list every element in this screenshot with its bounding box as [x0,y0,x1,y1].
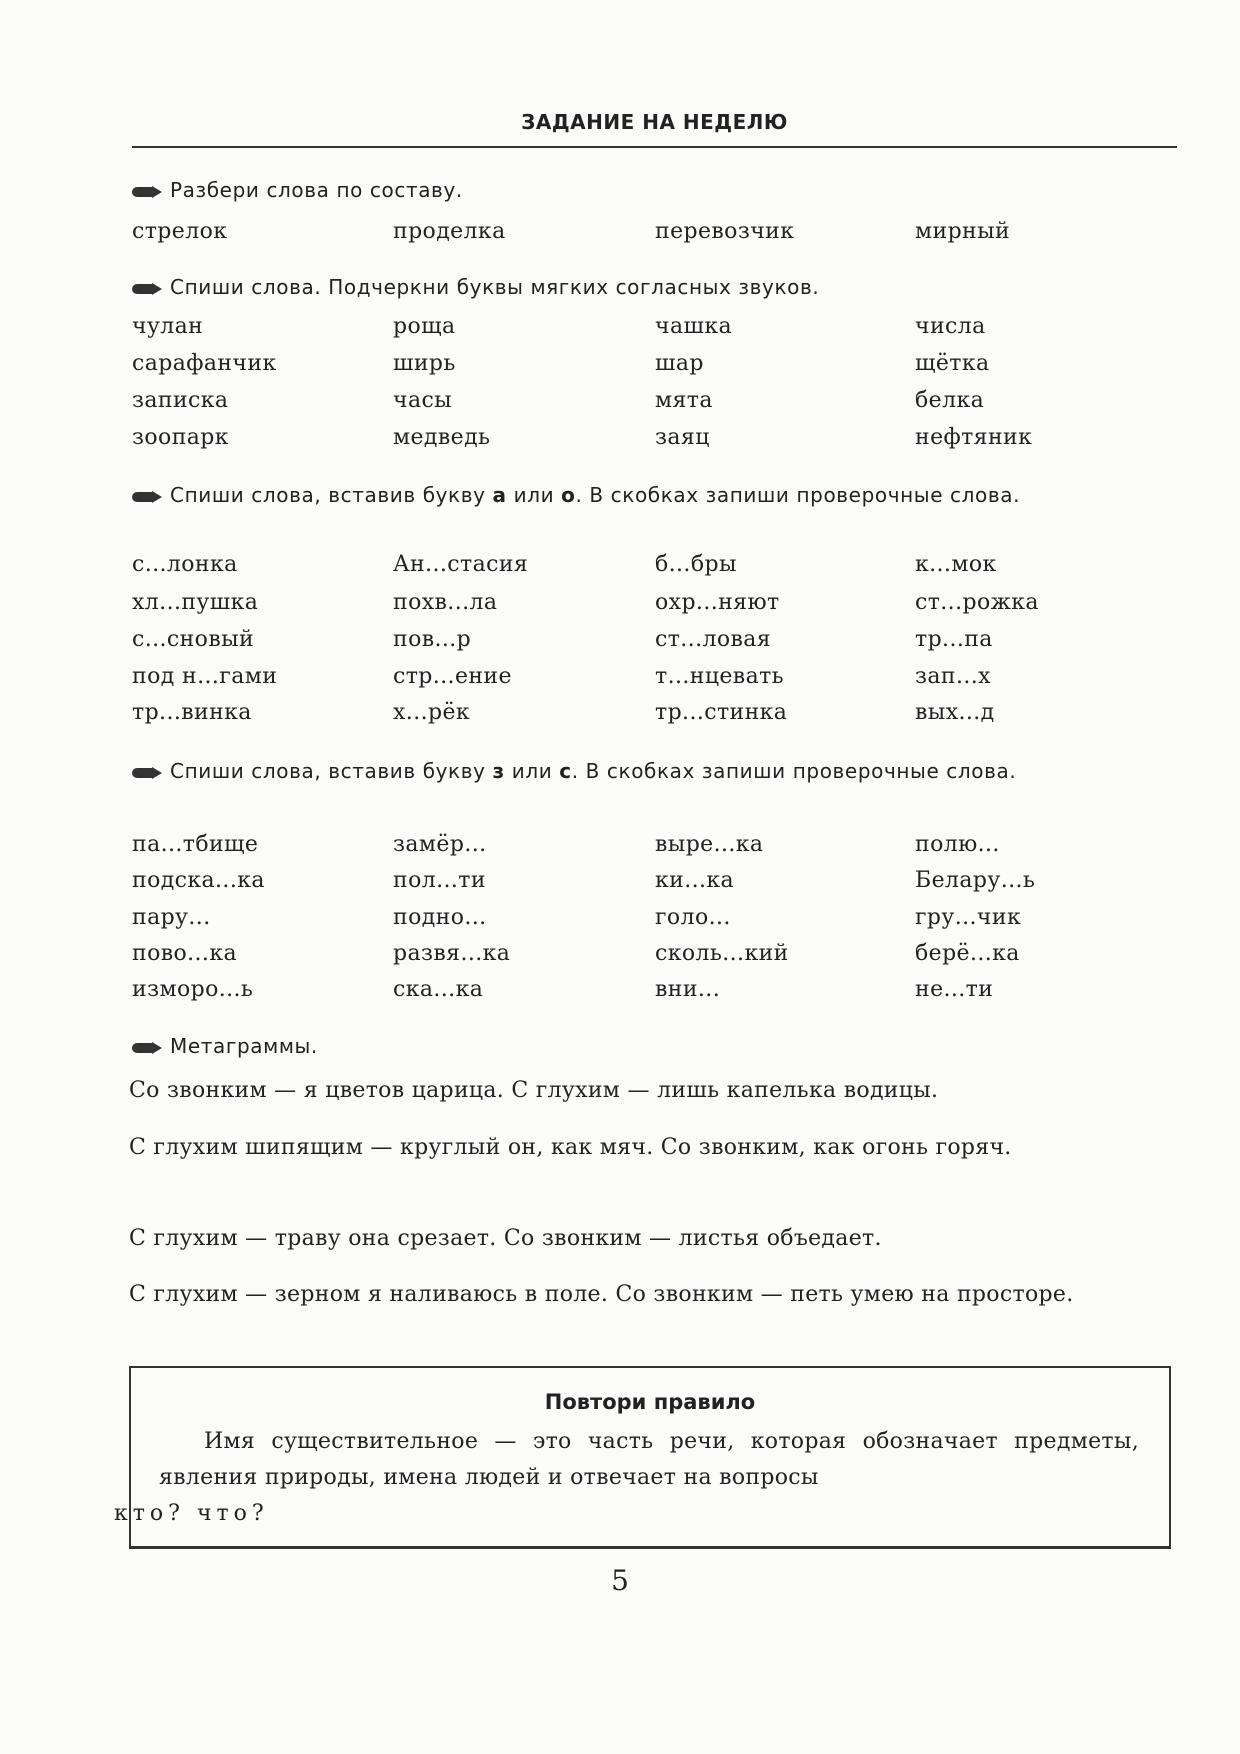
word-cell: Ан...стасия [393,552,529,577]
word-cell: ки...ка [655,868,735,893]
word-cell: развя...ка [393,941,511,966]
word-cell: заяц [655,425,710,450]
instruction-2 [132,273,1177,301]
instruction-text: Разбери слова по составу. [170,178,463,202]
word-cell: хл...пушка [132,590,259,615]
word-cell: стр...ение [393,664,512,689]
rule-title: Повтори правило [544,1390,756,1414]
word-cell: пово...ка [132,941,237,966]
riddle: С глухим шипящим — круглый он, как мяч. Со звонким, как огонь горяч. [129,1135,1012,1160]
instruction-text: или [506,483,562,507]
word-cell: ширь [393,351,456,376]
word-cell: щётка [915,351,990,376]
word-cell: с...лонка [132,552,238,577]
word-cell: выре...ка [655,832,764,857]
word-cell: изморо...ь [132,977,254,1002]
letter-a: а [492,483,507,507]
word-cell: голо... [655,905,731,930]
word-cell: ст...рожка [915,590,1039,615]
riddle: С глухим — зерном я наливаюсь в поле. Со звонким — петь умею на просторе. [129,1282,1074,1307]
word-cell: сарафанчик [132,351,277,376]
word-cell: х...рёк [393,700,471,725]
word-cell: мирный [915,219,1011,244]
instruction-4 [132,757,1177,785]
word-cell: берё...ка [915,941,1020,966]
word-cell: чашка [655,314,732,339]
word-cell: б...бры [655,552,737,577]
word-cell: вых...д [915,700,995,725]
word-cell: роща [393,314,456,339]
word-cell: не...ти [915,977,994,1002]
word-cell: подска...ка [132,868,265,893]
word-cell: мята [655,388,713,413]
pencil-icon [132,1042,162,1054]
word-cell: записка [132,388,229,413]
word-cell: подно... [393,905,487,930]
word-cell: к...мок [915,552,997,577]
word-cell: числа [915,314,986,339]
instruction-text: . В скобках запиши проверочные слова. [575,483,1021,507]
word-cell: гру...чик [915,905,1022,930]
pencil-icon [132,767,162,779]
rule-body: Имя существительное — это часть речи, которая обозначает предметы, явления природы, имена людей и отвечает на вопросы [159,1429,1139,1490]
letter-s: с [559,759,572,783]
pencil-icon [132,491,162,503]
rule-text [114,1424,1139,1532]
rule-questions: кто? что? [114,1501,269,1526]
word-cell: перевозчик [655,219,795,244]
word-cell: под н...гами [132,664,278,689]
riddle: С глухим — траву она срезает. Со звонким — листья объедает. [129,1226,882,1251]
word-cell: охр...няют [655,590,780,615]
word-cell: белка [915,388,985,413]
word-cell: тр...стинка [655,700,788,725]
pencil-icon [132,186,162,198]
word-cell: сколь...кий [655,941,789,966]
word-cell: полю... [915,832,1000,857]
word-cell: стрелок [132,219,228,244]
instruction-3 [132,481,1177,509]
header-rule [132,146,1177,148]
word-cell: замёр... [393,832,487,857]
word-cell: нефтяник [915,425,1033,450]
instruction-text: Метаграммы. [170,1034,318,1058]
letter-o: о [561,483,576,507]
word-cell: шар [655,351,704,376]
word-cell: зап...х [915,664,991,689]
instruction-text: Спиши слова, вставив букву [170,483,493,507]
word-cell: чулан [132,314,204,339]
word-cell: часы [393,388,453,413]
instruction-1 [132,176,1177,204]
word-cell: похв...ла [393,590,498,615]
word-cell: с...сновый [132,627,255,652]
word-cell: медведь [393,425,491,450]
instruction-text: . В скобках запиши проверочные слова. [571,759,1017,783]
instruction-5 [132,1032,1177,1060]
word-cell: ска...ка [393,977,484,1002]
riddle: Со звонким — я цветов царица. С глухим — лишь капелька водицы. [129,1078,939,1103]
word-cell: проделка [393,219,506,244]
word-cell: вни... [655,977,721,1002]
word-cell: зоопарк [132,425,229,450]
word-cell: ст...ловая [655,627,772,652]
word-cell: пов...р [393,627,472,652]
letter-z: з [492,759,505,783]
word-cell: тр...па [915,627,993,652]
word-cell: па...тбище [132,832,259,857]
instruction-text: или [504,759,560,783]
page-header: ЗАДАНИЕ НА НЕДЕЛЮ [521,110,788,134]
word-cell: тр...винка [132,700,252,725]
instruction-text: Спиши слова, вставив букву [170,759,493,783]
word-cell: пол...ти [393,868,486,893]
word-cell: т...нцевать [655,664,785,689]
word-cell: Белару...ь [915,868,1036,893]
pencil-icon [132,283,162,295]
page-number: 5 [611,1564,629,1597]
instruction-text: Спиши слова. Подчеркни буквы мягких согласных звуков. [170,275,820,299]
word-cell: пару... [132,905,211,930]
